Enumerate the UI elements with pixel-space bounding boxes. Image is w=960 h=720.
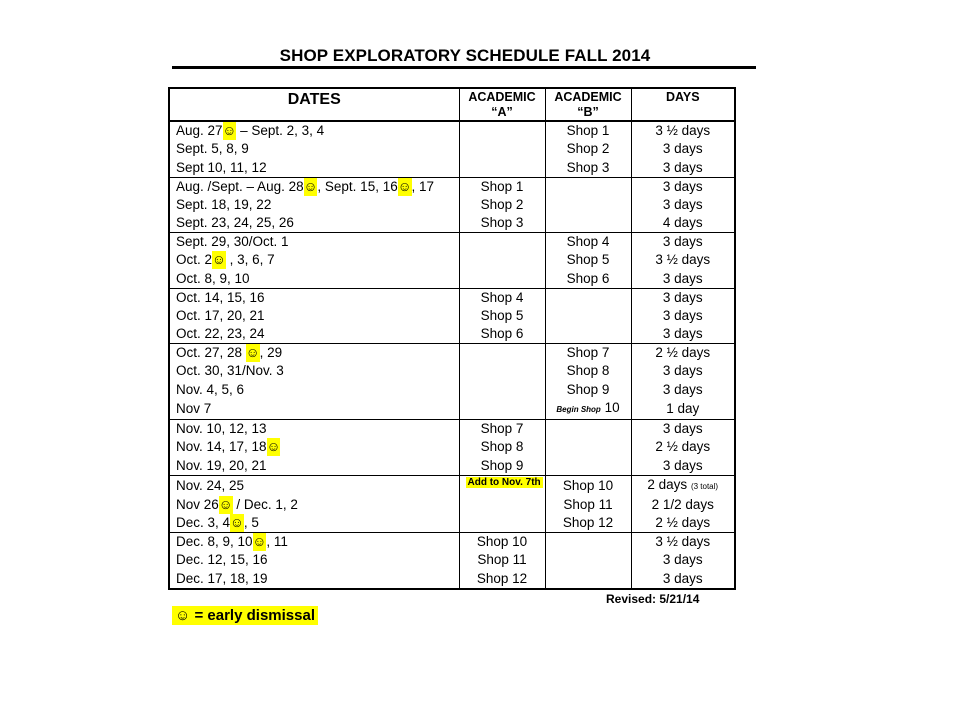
cell-dates — [169, 514, 459, 533]
shop-label: Shop 12 — [562, 515, 614, 530]
header-academic-a-line1: ACADEMIC — [468, 90, 536, 104]
cell-dates — [169, 344, 459, 363]
cell-days — [631, 307, 735, 326]
cell-dates — [169, 533, 459, 552]
cell-dates — [169, 496, 459, 515]
cell-academic-b — [545, 570, 631, 589]
days-note: (3 total) — [690, 481, 719, 491]
schedule-table — [168, 87, 736, 590]
cell-academic-b — [545, 140, 631, 159]
table-row — [169, 381, 735, 400]
cell-academic-b — [545, 214, 631, 233]
smiley-icon: ☺ — [397, 178, 412, 194]
cell-academic-b — [545, 159, 631, 178]
cell-academic-b — [545, 270, 631, 289]
header-academic-b-line1: ACADEMIC — [554, 90, 622, 104]
cell-academic-a — [459, 344, 545, 363]
header-row — [169, 88, 735, 121]
date-text: Oct. 14, 15, 16 — [176, 289, 265, 305]
cell-academic-b — [545, 438, 631, 457]
cell-dates — [169, 196, 459, 215]
cell-academic-a — [459, 399, 545, 420]
days-value: 3 days — [662, 159, 703, 175]
cell-academic-a — [459, 159, 545, 178]
cell-academic-b — [545, 533, 631, 552]
days-value: 2 ½ days — [655, 515, 711, 530]
cell-dates — [169, 307, 459, 326]
date-text: Nov 26 — [176, 496, 219, 512]
cell-dates — [169, 420, 459, 439]
cell-academic-a — [459, 533, 545, 552]
table-row — [169, 438, 735, 457]
cell-dates — [169, 233, 459, 252]
begin-shop-label: Begin Shop — [556, 405, 601, 414]
shop-label: Shop 2 — [566, 141, 610, 157]
date-text: , 3, 6, 7 — [225, 252, 275, 268]
header-academic-a-line2: “A” — [491, 105, 513, 119]
table-row — [169, 177, 735, 196]
table-row — [169, 251, 735, 270]
cell-academic-b — [545, 121, 631, 140]
table-row — [169, 288, 735, 307]
cell-academic-a — [459, 251, 545, 270]
cell-academic-a — [459, 420, 545, 439]
table-row — [169, 399, 735, 420]
days-value: 4 days — [662, 215, 703, 230]
cell-dates — [169, 270, 459, 289]
shop-label: Shop 6 — [480, 326, 524, 341]
cell-academic-b — [545, 496, 631, 515]
days-value: 2 ½ days — [655, 345, 711, 360]
shop-label: Shop 1 — [480, 178, 524, 194]
cell-academic-a — [459, 177, 545, 196]
days-value: 3 ½ days — [655, 123, 711, 138]
table-row — [169, 270, 735, 289]
date-text: Oct. 2 — [176, 252, 213, 268]
cell-academic-b — [545, 233, 631, 252]
cell-academic-b — [545, 251, 631, 270]
table-row — [169, 121, 735, 140]
table-row — [169, 307, 735, 326]
shop-label: Shop 10 — [562, 477, 614, 493]
cell-days — [631, 496, 735, 515]
table-row — [169, 533, 735, 552]
smiley-icon: ☺ — [303, 178, 318, 194]
days-value: 3 days — [662, 307, 703, 323]
table-row — [169, 551, 735, 570]
cell-academic-b — [545, 457, 631, 476]
shop-label: Shop 11 — [563, 496, 613, 512]
shop-label: Shop 3 — [566, 159, 610, 175]
cell-days — [631, 362, 735, 381]
shop-label: Shop 11 — [477, 552, 527, 568]
date-text: Sept. 18, 19, 22 — [176, 196, 272, 212]
cell-dates — [169, 551, 459, 570]
date-text: Dec. 3, 4 — [176, 515, 231, 530]
table-row — [169, 420, 735, 439]
cell-days — [631, 214, 735, 233]
date-text: , 17 — [411, 178, 435, 194]
table-row — [169, 457, 735, 476]
cell-academic-a — [459, 121, 545, 140]
header-academic-a — [459, 88, 545, 121]
cell-dates — [169, 288, 459, 307]
days-value: 2 1/2 days — [651, 496, 714, 512]
revised-date: Revised: 5/21/14 — [606, 592, 700, 606]
shop-label: Shop 4 — [566, 234, 610, 249]
schedule-body — [169, 121, 735, 589]
date-text: Nov. 19, 20, 21 — [176, 457, 267, 473]
cell-academic-b — [545, 307, 631, 326]
cell-academic-b — [545, 475, 631, 496]
date-text: Sept. 29, 30/Oct. 1 — [176, 234, 289, 249]
cell-days — [631, 121, 735, 140]
header-days: DAYS — [631, 88, 735, 121]
date-text: , 29 — [259, 345, 283, 360]
cell-dates — [169, 325, 459, 344]
days-value: 1 day — [666, 401, 700, 416]
cell-days — [631, 159, 735, 178]
shop-label: 10 — [604, 400, 620, 415]
cell-dates — [169, 570, 459, 589]
date-text: Oct. 8, 9, 10 — [176, 270, 250, 286]
table-row — [169, 344, 735, 363]
days-value: 3 days — [662, 421, 703, 436]
cell-days — [631, 533, 735, 552]
days-value: 2 ½ days — [655, 439, 711, 455]
date-text: Nov. 10, 12, 13 — [176, 421, 267, 436]
days-value: 3 days — [662, 363, 703, 379]
header-academic-b-line2: “B” — [577, 105, 599, 119]
shop-label: Shop 8 — [566, 363, 610, 379]
cell-dates — [169, 251, 459, 270]
cell-academic-a — [459, 496, 545, 515]
date-text: Oct. 27, 28 — [176, 345, 246, 360]
smiley-icon: ☺ — [245, 345, 260, 360]
cell-academic-a — [459, 307, 545, 326]
date-text: – Sept. 2, 3, 4 — [236, 123, 325, 138]
cell-days — [631, 251, 735, 270]
cell-academic-b — [545, 420, 631, 439]
table-row — [169, 496, 735, 515]
cell-academic-b — [545, 177, 631, 196]
legend-early-dismissal: ☺ = early dismissal — [172, 606, 318, 625]
shop-label: Shop 7 — [566, 345, 610, 360]
shop-label: Shop 5 — [480, 307, 524, 323]
days-value: 3 ½ days — [655, 252, 711, 268]
days-value: 3 days — [662, 141, 703, 157]
cell-academic-a — [459, 196, 545, 215]
cell-days — [631, 177, 735, 196]
table-row — [169, 362, 735, 381]
table-row — [169, 214, 735, 233]
cell-dates — [169, 140, 459, 159]
days-value: 3 days — [662, 381, 703, 397]
days-value: 2 days — [647, 476, 688, 492]
shop-label: Shop 3 — [480, 215, 524, 230]
date-text: Sept 10, 11, 12 — [176, 159, 267, 175]
cell-days — [631, 233, 735, 252]
cell-days — [631, 438, 735, 457]
shop-label: Shop 4 — [480, 289, 524, 305]
cell-dates — [169, 214, 459, 233]
date-text: Oct. 30, 31/Nov. 3 — [176, 363, 284, 379]
header-dates: DATES — [169, 88, 459, 121]
table-row — [169, 196, 735, 215]
table-row — [169, 233, 735, 252]
header-academic-b — [545, 88, 631, 121]
shop-label: Shop 12 — [476, 570, 528, 586]
cell-academic-b — [545, 551, 631, 570]
cell-days — [631, 399, 735, 420]
date-text: Nov. 4, 5, 6 — [176, 381, 245, 397]
table-row — [169, 159, 735, 178]
date-text: , 5 — [243, 515, 259, 530]
cell-academic-b — [545, 362, 631, 381]
date-text: Nov. 24, 25 — [176, 477, 245, 493]
cell-academic-a — [459, 551, 545, 570]
smiley-icon: ☺ — [266, 439, 281, 455]
date-text: Sept. 5, 8, 9 — [176, 141, 249, 157]
cell-academic-a — [459, 214, 545, 233]
shop-label: Shop 2 — [480, 196, 524, 212]
cell-academic-b — [545, 325, 631, 344]
date-text: / Dec. 1, 2 — [232, 496, 298, 512]
days-value: 3 ½ days — [655, 534, 711, 549]
cell-days — [631, 570, 735, 589]
cell-dates — [169, 177, 459, 196]
days-value: 3 days — [662, 552, 703, 568]
cell-days — [631, 140, 735, 159]
days-value: 3 days — [662, 178, 703, 194]
cell-academic-a — [459, 288, 545, 307]
smiley-icon: ☺ — [218, 496, 233, 512]
days-value: 3 days — [662, 234, 703, 249]
date-text: Oct. 22, 23, 24 — [176, 326, 265, 341]
smiley-icon: ☺ — [230, 515, 244, 530]
table-row — [169, 475, 735, 496]
cell-academic-b — [545, 514, 631, 533]
cell-dates — [169, 362, 459, 381]
table-row — [169, 514, 735, 533]
cell-academic-b — [545, 288, 631, 307]
cell-academic-b — [545, 196, 631, 215]
cell-academic-a — [459, 362, 545, 381]
shop-label: Shop 7 — [480, 421, 524, 436]
date-text: Oct. 17, 20, 21 — [176, 307, 265, 323]
cell-academic-a — [459, 514, 545, 533]
shop-label: Shop 8 — [480, 439, 524, 455]
table-row — [169, 325, 735, 344]
date-text: Aug. /Sept. – Aug. 28 — [176, 178, 304, 194]
cell-dates — [169, 121, 459, 140]
cell-academic-a — [459, 140, 545, 159]
cell-dates — [169, 475, 459, 496]
days-value: 3 days — [662, 570, 703, 586]
smiley-icon: ☺ — [222, 123, 237, 138]
date-text: , Sept. 15, 16 — [317, 178, 398, 194]
date-text: Nov 7 — [176, 401, 212, 416]
cell-academic-a — [459, 457, 545, 476]
cell-dates — [169, 457, 459, 476]
date-text: Aug. 27 — [176, 123, 223, 138]
title-underline — [172, 66, 756, 69]
days-value: 3 days — [662, 457, 703, 473]
date-text: , 11 — [266, 534, 288, 549]
days-value: 3 days — [662, 270, 703, 286]
smiley-icon: ☺ — [212, 252, 226, 268]
cell-academic-b — [545, 344, 631, 363]
cell-days — [631, 196, 735, 215]
cell-academic-a — [459, 438, 545, 457]
cell-days — [631, 325, 735, 344]
note-add-to-nov7: Add to Nov. 7th — [467, 476, 541, 488]
shop-label: Shop 1 — [566, 123, 610, 138]
date-text: Dec. 17, 18, 19 — [176, 570, 268, 586]
cell-academic-a — [459, 381, 545, 400]
shop-label: Shop 5 — [566, 252, 610, 268]
cell-days — [631, 475, 735, 496]
shop-label: Shop 9 — [480, 457, 524, 473]
cell-days — [631, 551, 735, 570]
cell-academic-a — [459, 475, 545, 496]
cell-dates — [169, 381, 459, 400]
shop-label: Shop 9 — [566, 381, 610, 397]
days-value: 3 days — [662, 289, 703, 305]
days-value: 3 days — [662, 196, 703, 212]
cell-days — [631, 270, 735, 289]
table-row — [169, 570, 735, 589]
cell-academic-a — [459, 233, 545, 252]
cell-academic-b — [545, 399, 631, 420]
date-text: Sept. 23, 24, 25, 26 — [176, 215, 294, 230]
cell-days — [631, 381, 735, 400]
date-text: Nov. 14, 17, 18 — [176, 439, 267, 455]
cell-days — [631, 457, 735, 476]
cell-academic-b — [545, 381, 631, 400]
cell-days — [631, 288, 735, 307]
cell-days — [631, 344, 735, 363]
cell-dates — [169, 438, 459, 457]
page-title: SHOP EXPLORATORY SCHEDULE FALL 2014 — [279, 46, 651, 65]
days-value: 3 days — [662, 326, 703, 341]
shop-label: Shop 10 — [476, 534, 528, 549]
cell-academic-a — [459, 325, 545, 344]
date-text: Dec. 8, 9, 10 — [176, 534, 253, 549]
table-row — [169, 140, 735, 159]
cell-dates — [169, 159, 459, 178]
smiley-icon: ☺ — [252, 534, 267, 549]
cell-days — [631, 420, 735, 439]
cell-dates — [169, 399, 459, 420]
shop-label: Shop 6 — [566, 270, 610, 286]
cell-academic-a — [459, 570, 545, 589]
cell-academic-a — [459, 270, 545, 289]
cell-days — [631, 514, 735, 533]
date-text: Dec. 12, 15, 16 — [176, 552, 268, 568]
